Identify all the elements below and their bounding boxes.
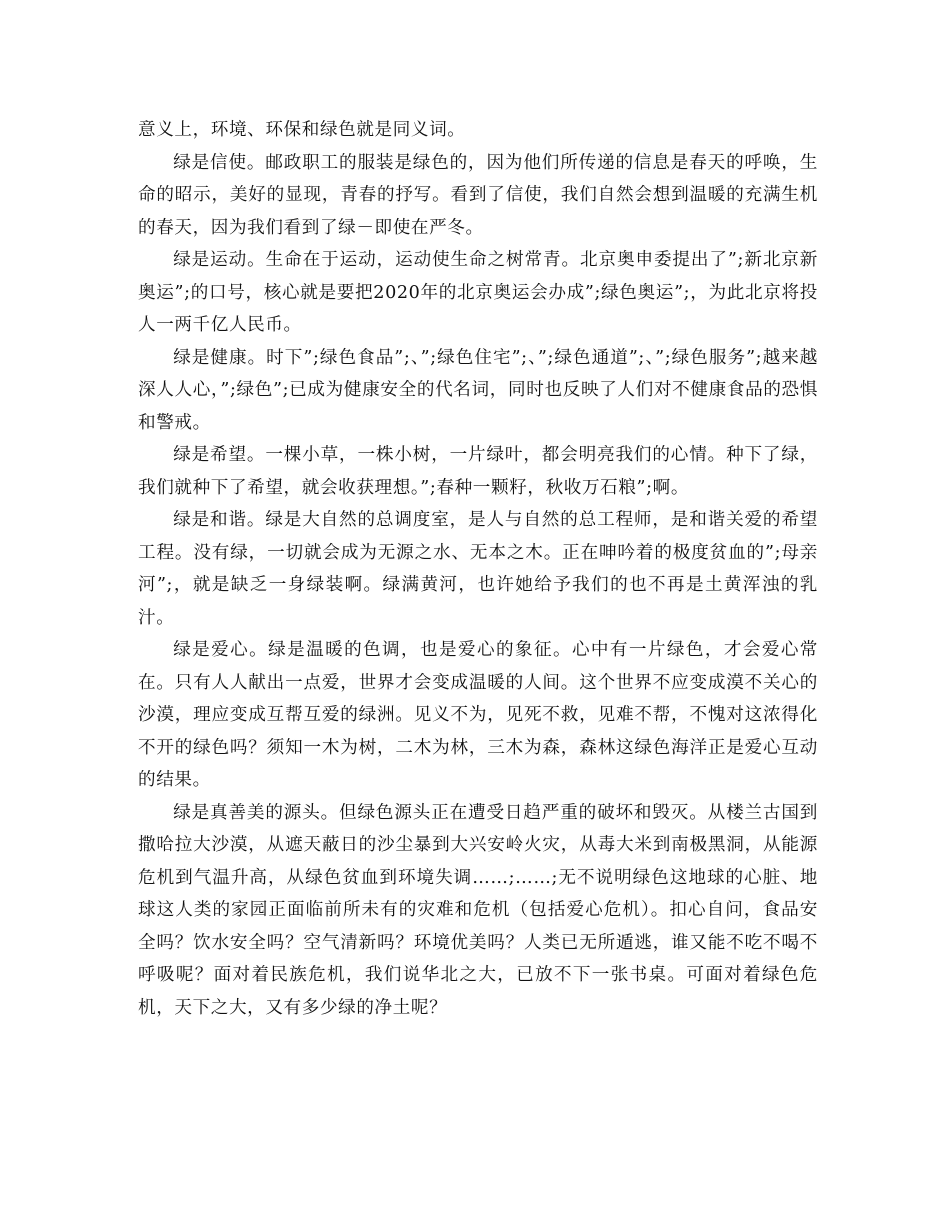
paragraph: 绿是真善美的源头。但绿色源头正在遭受日趋严重的破坏和毁灭。从楼兰古国到撒哈拉大沙漠，从遮天蔽日的沙尘暴到大兴安岭火灾，从毒大米到南极黑洞，从能源危机到气温升高，从绿色贫血到环境失调……;……;无不说明绿色这地球的心脏、地球这人类的家园正面临前所未有的灾难和危机（包括爱心危机）。扣心自问，食品安全吗？饮水安全吗？空气清新吗？环境优美吗？人类已无所遁逃，谁又能不吃不喝不呼吸呢？面对着民族危机，我们说华北之大，已放不下一张书桌。可面对着绿色危机，天下之大，又有多少绿的净土呢？ <box>138 802 818 1018</box>
paragraph: 绿是信使。邮政职工的服装是绿色的，因为他们所传递的信息是春天的呼唤，生命的昭示，美好的显现，青春的抒写。看到了信使，我们自然会想到温暖的充满生机的春天，因为我们看到了绿－即使在严冬。 <box>138 152 818 238</box>
paragraph: 绿是希望。一棵小草，一株小树，一片绿叶，都会明亮我们的心情。种下了绿，我们就种下了希望，就会收获理想。”;春种一颗籽，秋收万石粮”;啊。 <box>138 445 818 498</box>
paragraph: 绿是运动。生命在于运动，运动使生命之树常青。北京奥申委提出了”;新北京新奥运”;的口号，核心就是要把2020年的北京奥运会办成”;绿色奥运”;，为此北京将投人一两千亿人民币。 <box>138 250 818 335</box>
paragraph: 绿是和谐。绿是大自然的总调度室，是人与自然的总工程师，是和谐关爱的希望工程。没有绿，一切就会成为无源之水、无本之木。正在呻吟着的极度贫血的”;母亲河”;，就是缺乏一身绿装啊。绿满黄河，也许她给予我们的也不再是土黄浑浊的乳汁。 <box>138 510 818 628</box>
document-body <box>138 114 818 1024</box>
paragraph: 绿是健康。时下”;绿色食品”;、”;绿色住宅”;、”;绿色通道”;、”;绿色服务”;越来越深人人心，”;绿色”;已成为健康安全的代名词，同时也反映了人们对不健康食品的恐惧和警戒。 <box>138 347 818 433</box>
paragraph: 绿是爱心。绿是温暖的色调，也是爱心的象征。心中有一片绿色，才会爱心常在。只有人人献出一点爱，世界才会变成温暖的人间。这个世界不应变成漠不关心的沙漠，理应变成互帮互爱的绿洲。见义不为，见死不救，见难不帮，不愧对这浓得化不开的绿色吗？须知一木为树，二木为林，三木为森，森林这绿色海洋正是爱心互动的结果。 <box>138 640 818 790</box>
paragraph: 意义上，环境、环保和绿色就是同义词。 <box>138 120 466 140</box>
